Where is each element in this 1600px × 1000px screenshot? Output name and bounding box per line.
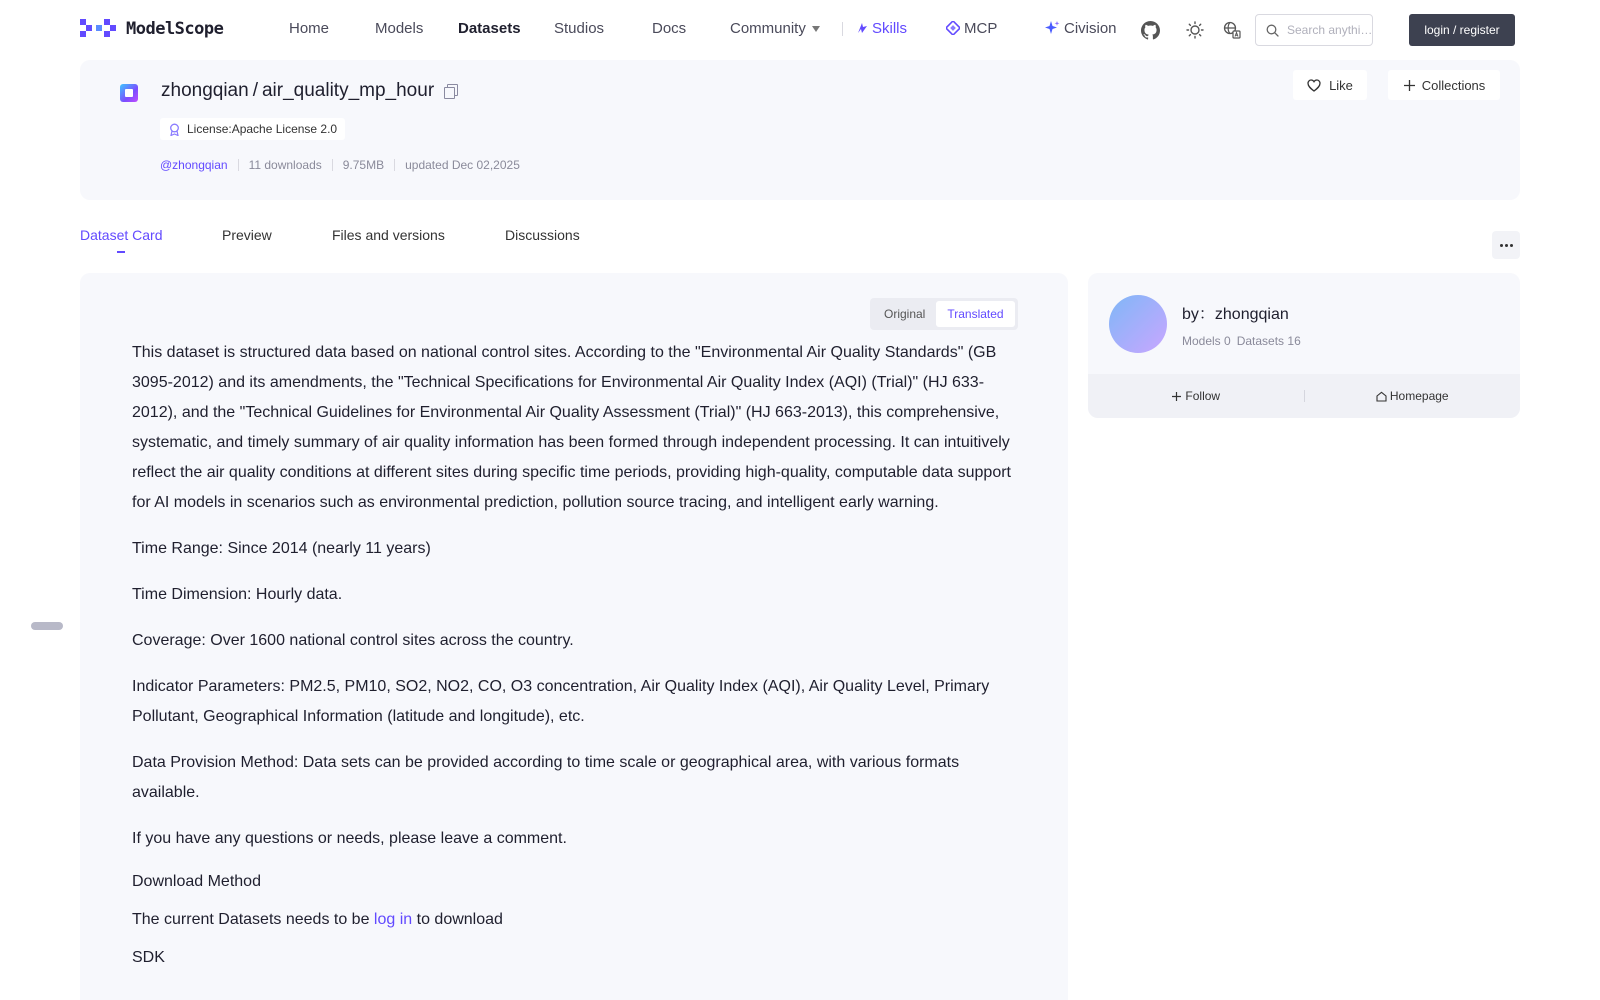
nav-community[interactable] [730, 20, 820, 37]
logo-text: ModelScope [126, 19, 224, 39]
copy-icon[interactable] [444, 84, 458, 98]
nav-divider [842, 22, 843, 36]
dataset-size: 9.75MB [342, 158, 385, 172]
owner-name[interactable]: by：zhongqian [1182, 306, 1289, 323]
github-link[interactable] [1139, 19, 1161, 41]
owner-counts [1182, 334, 1301, 348]
login-link[interactable]: log in [373, 911, 413, 928]
tab-files-and-versions[interactable]: Files and versions [332, 227, 445, 243]
sdk-heading: SDK [132, 949, 165, 966]
nav-datasets[interactable]: Datasets [458, 20, 521, 37]
title-separator: / [252, 80, 258, 101]
language-view-toggle [870, 298, 1018, 330]
description-paragraph: This dataset is structured data based on national control sites. According to the "Environmental Air Quality Standards" (GB 3095-2012) and its amendments, the "Technical Specifications for Environmental Air Quality Index (AQI) (Trial)" (HJ 633-2012), and the "Technical Guidelines for Environmental Air Quality Assessment (Trial)" (HJ 663-2013), this comprehensive, systematic, and timely summary of air quality information has been formed through independent processing. It can intuitively reflect the air quality conditions at different sites during specific time periods, providing high-quality, computable data support for AI models in scenarios such as environmental prediction, pollution source tracing, and intelligent early warning. [132, 344, 1011, 511]
nav-skills[interactable] [856, 20, 907, 37]
nav-models[interactable]: Models [375, 20, 424, 37]
tab-discussions[interactable]: Discussions [505, 227, 580, 243]
modelscope-logo[interactable] [80, 19, 223, 39]
homepage-label: Homepage [1389, 389, 1449, 403]
search-icon [1266, 24, 1279, 37]
search-box[interactable] [1255, 14, 1373, 46]
sun-icon [1186, 21, 1204, 39]
plus-icon [1171, 391, 1182, 402]
chevron-down-icon [812, 26, 820, 32]
dataset-header [80, 60, 1520, 200]
nav-civision[interactable] [1044, 20, 1117, 37]
translate-icon [1223, 21, 1241, 39]
time-range: Time Range: Since 2014 (nearly 11 years) [132, 540, 431, 557]
nav-skills-label: Skills [872, 20, 908, 37]
avatar[interactable] [1109, 295, 1167, 353]
updated-date: updated Dec 02,2025 [405, 158, 520, 172]
meta-divider [238, 159, 239, 171]
nav-studios[interactable]: Studios [554, 20, 605, 37]
follow-label: Follow [1185, 389, 1221, 403]
models-count: Models 0 [1182, 334, 1231, 348]
dataset-title [161, 80, 458, 102]
download-prefix: The current Datasets needs to be [132, 911, 370, 928]
dataset-name: air_quality_mp_hour [261, 80, 435, 101]
more-dots-icon [1500, 244, 1503, 247]
login-register-button[interactable]: login / register [1409, 14, 1515, 46]
home-icon [1376, 391, 1387, 402]
owner-actions [1088, 374, 1520, 418]
sparkle-icon [1044, 20, 1060, 36]
download-suffix: to download [416, 911, 503, 928]
nav-mcp-label: MCP [964, 20, 998, 37]
time-dimension: Time Dimension: Hourly data. [132, 586, 343, 603]
plus-icon [1403, 79, 1416, 92]
skills-icon [856, 22, 868, 34]
datasets-count: Datasets 16 [1236, 334, 1301, 348]
logo-icon [80, 19, 118, 39]
tab-dataset-card[interactable]: Dataset Card [80, 227, 163, 243]
download-notice [132, 908, 1017, 932]
heart-icon [1307, 79, 1321, 92]
contact-note: If you have any questions or needs, please leave a comment. [132, 830, 567, 847]
follow-button[interactable] [1088, 389, 1304, 403]
nav-community-label: Community [730, 20, 806, 37]
indicator-parameters: Indicator Parameters: PM2.5, PM10, SO2, NO2, CO, O3 concentration, Air Quality Index (AQI), Air Quality Level, Primary Pollutant, Geographical Information (latitude and longitude), etc. [132, 678, 990, 725]
dataset-meta [160, 158, 520, 172]
nav-civision-label: Civision [1064, 20, 1117, 37]
nav-mcp[interactable] [946, 20, 997, 37]
dataset-icon [120, 84, 138, 102]
collections-label: Collections [1421, 77, 1486, 93]
coverage: Coverage: Over 1600 national control sites across the country. [132, 632, 574, 649]
github-icon [1141, 21, 1160, 40]
top-navigation [0, 0, 1600, 58]
license-text: License:Apache License 2.0 [187, 122, 338, 136]
license-icon [168, 123, 181, 136]
dataset-owner[interactable]: zhongqian [161, 80, 249, 101]
sidebar-handle[interactable] [31, 622, 63, 630]
owner-card [1088, 273, 1520, 418]
download-method-heading: Download Method [132, 873, 261, 890]
data-provision-method: Data Provision Method: Data sets can be provided according to time scale or geographical area, with various formats available. [132, 754, 960, 801]
author-link[interactable]: @zhongqian [160, 158, 228, 172]
tab-preview[interactable]: Preview [222, 227, 272, 243]
theme-toggle[interactable] [1184, 19, 1206, 41]
download-count: 11 downloads [248, 158, 322, 172]
homepage-button[interactable] [1305, 389, 1521, 403]
readme-body [132, 338, 1017, 970]
like-button[interactable] [1293, 70, 1367, 100]
toggle-translated[interactable]: Translated [936, 301, 1014, 327]
nav-docs[interactable]: Docs [652, 20, 687, 37]
toggle-original[interactable]: Original [884, 307, 926, 321]
dataset-card-content [80, 273, 1068, 1000]
more-options-button[interactable] [1492, 231, 1520, 259]
mcp-icon [946, 21, 960, 35]
active-tab-indicator [117, 251, 125, 253]
language-toggle[interactable] [1221, 19, 1243, 41]
license-badge [160, 118, 345, 140]
like-label: Like [1329, 77, 1353, 93]
meta-divider [394, 159, 395, 171]
collections-button[interactable] [1388, 70, 1500, 100]
meta-divider [332, 159, 333, 171]
nav-home[interactable]: Home [289, 20, 330, 37]
search-input[interactable] [1287, 23, 1371, 37]
